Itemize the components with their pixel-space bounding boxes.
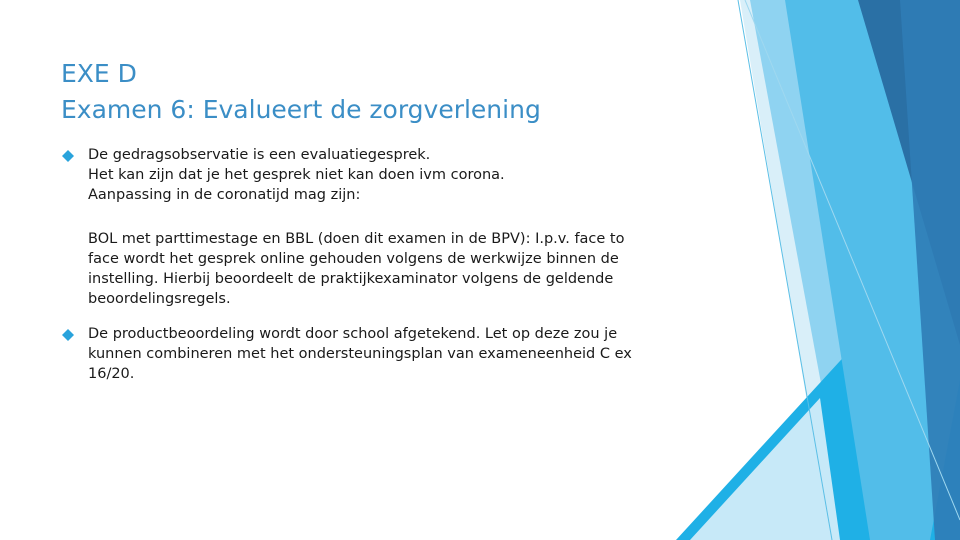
sub-line-2: face wordt het gesprek online gehouden volgens de werkwijze binnen de <box>88 251 619 267</box>
diamond-bullet-icon <box>62 150 74 162</box>
bullet-item-2 <box>62 324 702 384</box>
sub-line-4: beoordelingsregels. <box>88 291 231 307</box>
bullet-2-line-2: kunnen combineren met het ondersteuningsplan van exameneenheid C ex <box>88 346 632 362</box>
bullet-1-line-3: Aanpassing in de coronatijd mag zijn: <box>88 187 361 203</box>
title-line-2: Examen 6: Evalueert de zorgverlening <box>61 95 541 124</box>
bullet-item-1 <box>62 145 702 205</box>
bullet-2-line-1: De productbeoordeling wordt door school afgetekend. Let op deze zou je <box>88 326 618 342</box>
deco-lightest-triangle <box>690 398 840 540</box>
slide-body <box>62 145 702 384</box>
sub-line-1: BOL met parttimestage en BBL (doen dit examen in de BPV): I.p.v. face to <box>88 231 625 247</box>
diamond-bullet-icon <box>62 329 74 341</box>
bullet-1-line-2: Het kan zijn dat je het gesprek niet kan doen ivm corona. <box>88 167 505 183</box>
title-line-1: EXE D <box>61 59 137 88</box>
bullet-1-line-1: De gedragsobservatie is een evaluatiegesprek. <box>88 147 431 163</box>
sub-line-3: instelling. Hierbij beoordeelt de praktijkexaminator volgens de geldende <box>88 271 614 287</box>
bullet-2-line-3: 16/20. <box>88 366 135 382</box>
sub-paragraph <box>62 229 702 309</box>
slide-title <box>61 56 701 128</box>
